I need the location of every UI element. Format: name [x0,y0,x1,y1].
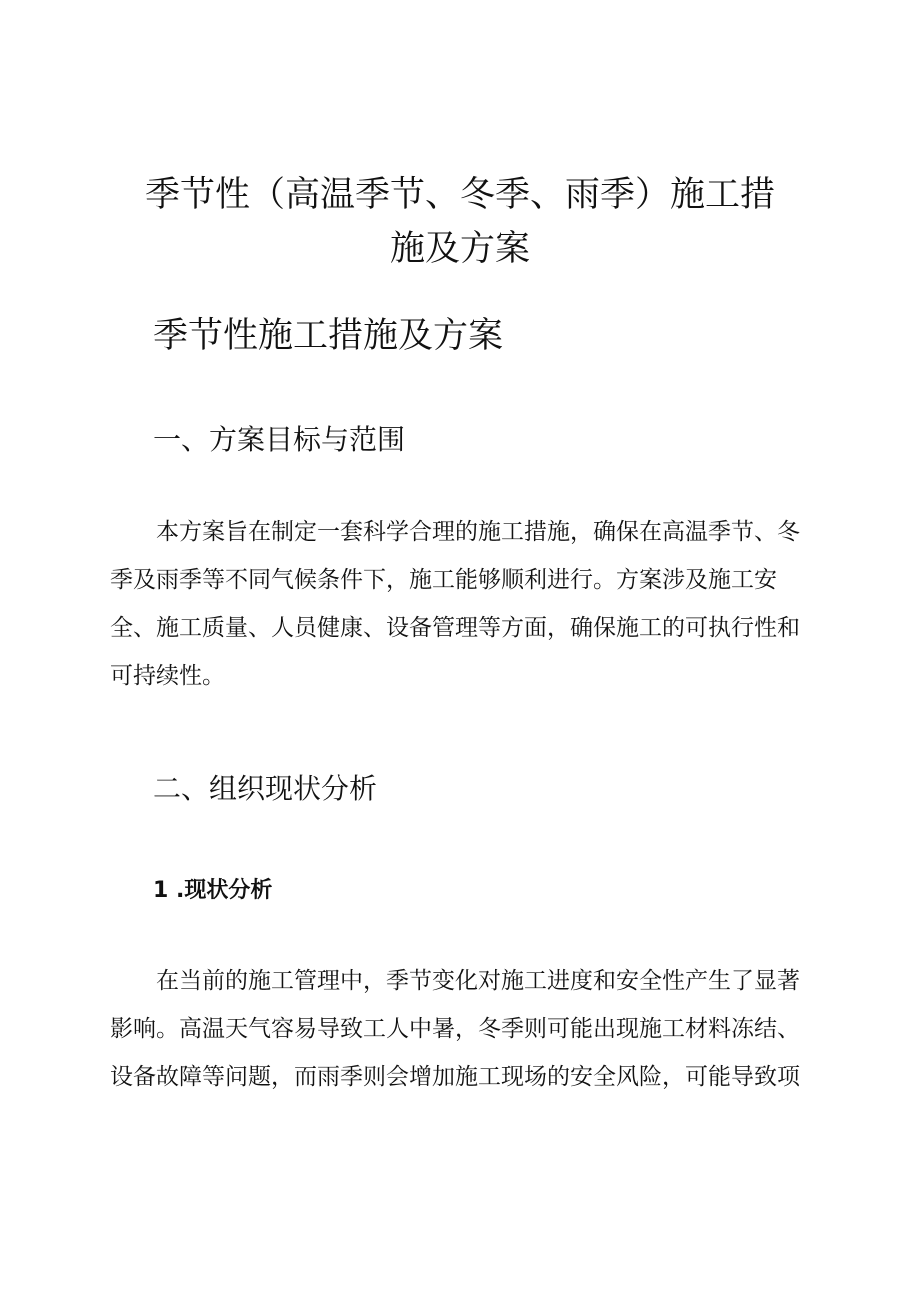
paragraph-line: 可持续性。 [110,663,225,689]
paragraph-scope [110,508,810,700]
document-subtitle: 季节性施工措施及方案 [153,316,504,356]
paragraph-analysis [110,957,810,1101]
subsection-heading: 1 .现状分析 [153,878,273,903]
section-heading-scope: 一、方案目标与范围 [153,423,406,456]
title-line: 施及方案 [389,229,530,269]
paragraph-line: 在当前的施工管理中，季节变化对施工进度和安全性产生了显著 [156,968,800,994]
document-title [110,168,810,276]
paragraph-line: 设备故障等问题，而雨季则会增加施工现场的安全风险，可能导致项 [110,1064,800,1090]
section-heading-analysis: 二、组织现状分析 [153,772,378,805]
paragraph-line: 影响。高温天气容易导致工人中暑，冬季则可能出现施工材料冻结、 [110,1016,800,1042]
paragraph-line: 季及雨季等不同气候条件下，施工能够顺利进行。方案涉及施工安 [110,567,777,593]
title-line: 季节性（高温季节、冬季、雨季）施工措 [144,175,775,215]
paragraph-line: 本方案旨在制定一套科学合理的施工措施，确保在高温季节、冬 [156,519,800,545]
paragraph-line: 全、施工质量、人员健康、设备管理等方面，确保施工的可执行性和 [110,615,800,641]
